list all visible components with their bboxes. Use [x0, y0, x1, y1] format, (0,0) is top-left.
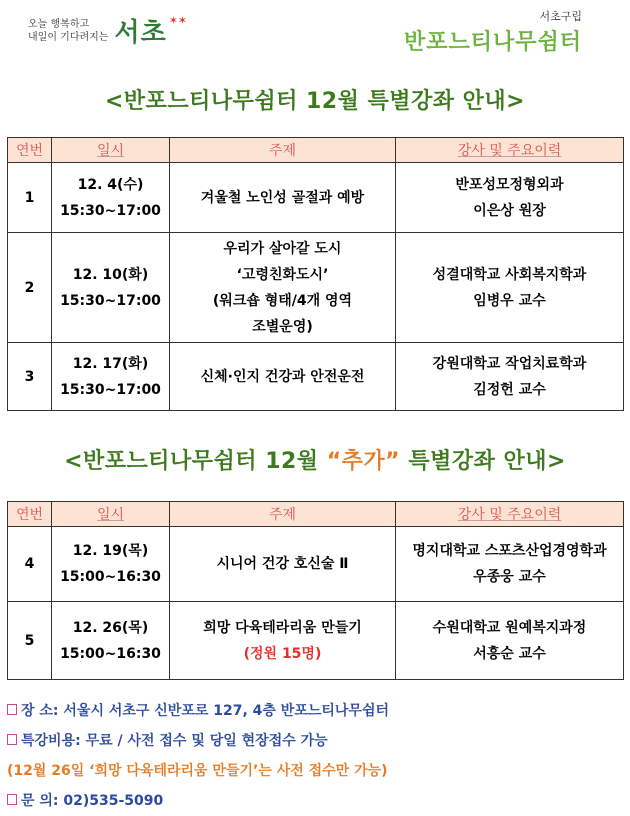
- col-instructor: [396, 502, 624, 527]
- row-instructor-affiliation: 명지대학교 스포츠산업경영학과: [412, 543, 607, 559]
- row-date: 12. 4(수): [77, 176, 144, 193]
- title2-accent: “추가”: [326, 449, 401, 474]
- row-time: 15:30~17:00: [60, 202, 161, 219]
- row-instructor-affiliation: 성결대학교 사회복지학과: [432, 266, 587, 283]
- logo-slogan: [28, 18, 108, 44]
- row-instructor-affiliation: 강원대학교 작업치료학과: [432, 355, 587, 372]
- row-instructor-name: 임병우 교수: [473, 292, 546, 309]
- info-contact-text: 문 의: 02)535-5090: [21, 793, 164, 809]
- schedule-table-1: [7, 137, 624, 411]
- table-row: [8, 527, 624, 602]
- row-datetime: [52, 602, 170, 680]
- seocho-logo: [28, 12, 187, 49]
- row-instructor-name: 우종웅 교수: [473, 569, 546, 585]
- row-no: 5: [8, 602, 52, 680]
- col-date: [52, 502, 170, 527]
- table-row: [8, 163, 624, 233]
- bullet-box-icon: [7, 734, 17, 745]
- row-topic: [170, 163, 396, 233]
- logo-brand: 서초: [114, 18, 167, 48]
- schedule-table-2: [7, 501, 624, 680]
- row-instructor: [396, 233, 624, 343]
- row-instructor-name: 서흥순 교수: [473, 645, 546, 662]
- info-note: (12월 26일 ‘희망 다육테라리움 만들기’는 사전 접수만 가능): [7, 763, 388, 779]
- row-datetime: [52, 233, 170, 343]
- bullet-box-icon: [7, 794, 17, 805]
- row-instructor-name: 이은상 원장: [473, 202, 546, 219]
- row-date: 12. 19(목): [72, 543, 149, 559]
- row-topic-line: 희망 다육테라리움 만들기: [203, 619, 362, 636]
- row-topic: [170, 233, 396, 343]
- row-no: 1: [8, 163, 52, 233]
- table-row: [8, 233, 624, 343]
- row-datetime: [52, 163, 170, 233]
- row-instructor-name: 김정헌 교수: [473, 381, 546, 398]
- row-capacity-note: (정원 15명): [243, 645, 322, 662]
- col-date-label: 일시: [96, 507, 125, 523]
- slogan-line-1: 오늘 행복하고: [28, 18, 90, 30]
- title2-before: <반포느티나무쉼터 12월: [64, 449, 327, 474]
- col-date: [52, 138, 170, 163]
- row-time: 15:00~16:30: [60, 645, 161, 662]
- row-topic-line: 우리가 살아갈 도시: [223, 240, 342, 257]
- park-logo: [404, 8, 582, 56]
- row-instructor: [396, 343, 624, 411]
- col-date-label: 일시: [96, 143, 125, 159]
- table-row: [8, 343, 624, 411]
- col-instructor-label: 강사 및 주요이력: [457, 143, 562, 159]
- logo-stars-icon: ✶✶: [168, 14, 188, 27]
- col-topic: 주제: [170, 502, 396, 527]
- row-instructor: [396, 602, 624, 680]
- row-instructor-affiliation: 수원대학교 원예복지과정: [432, 619, 587, 636]
- info-fee: [7, 726, 623, 756]
- table-header-row: [8, 502, 624, 527]
- park-district: 서초구립: [539, 10, 582, 23]
- row-instructor: [396, 163, 624, 233]
- col-instructor: [396, 138, 624, 163]
- row-instructor: [396, 527, 624, 602]
- row-topic-line: 시니어 건강 호신술 Ⅱ: [216, 556, 349, 572]
- table-header-row: [8, 138, 624, 163]
- row-topic-line: 겨울철 노인성 골절과 예방: [200, 189, 365, 206]
- row-datetime: [52, 527, 170, 602]
- table-row: [8, 602, 624, 680]
- row-topic: [170, 527, 396, 602]
- row-time: 15:00~16:30: [60, 569, 161, 585]
- col-instructor-label: 강사 및 주요이력: [457, 507, 562, 523]
- slogan-line-2: 내일이 기다려지는: [28, 31, 109, 43]
- row-time: 15:30~17:00: [60, 292, 161, 309]
- row-instructor-affiliation: 반포성모정형외과: [455, 176, 564, 193]
- row-topic-line: (워크숍 형태/4개 영역: [212, 292, 353, 309]
- info-footer: [7, 696, 623, 816]
- info-contact: [7, 786, 623, 816]
- row-topic-line: ‘고령친화도시’: [236, 266, 329, 283]
- title-regular-lectures: <반포느티나무쉼터 12월 특별강좌 안내>: [104, 89, 526, 114]
- title-additional-lectures: [0, 444, 630, 475]
- row-topic: [170, 602, 396, 680]
- page-header: [0, 0, 630, 60]
- bullet-box-icon: [7, 704, 17, 715]
- row-date: 12. 26(목): [72, 619, 149, 636]
- row-datetime: [52, 343, 170, 411]
- park-name: 반포느티나무쉼터: [403, 30, 582, 55]
- row-date: 12. 17(화): [72, 355, 149, 372]
- row-time: 15:30~17:00: [60, 381, 161, 398]
- title2-after: 특별강좌 안내>: [400, 449, 566, 474]
- info-place: [7, 696, 623, 726]
- info-place-text: 장 소: 서울시 서초구 신반포로 127, 4층 반포느티나무쉼터: [21, 703, 390, 719]
- row-no: 4: [8, 527, 52, 602]
- info-fee-text: 특강비용: 무료 / 사전 접수 및 당일 현장접수 가능: [21, 733, 328, 749]
- col-topic: 주제: [170, 138, 396, 163]
- row-no: 3: [8, 343, 52, 411]
- row-date: 12. 10(화): [72, 266, 149, 283]
- col-no: 연번: [8, 502, 52, 527]
- row-topic-line: 조별운영): [252, 318, 313, 335]
- row-topic-line: 신체·인지 건강과 안전운전: [200, 368, 365, 385]
- row-no: 2: [8, 233, 52, 343]
- col-no: 연번: [8, 138, 52, 163]
- row-topic: [170, 343, 396, 411]
